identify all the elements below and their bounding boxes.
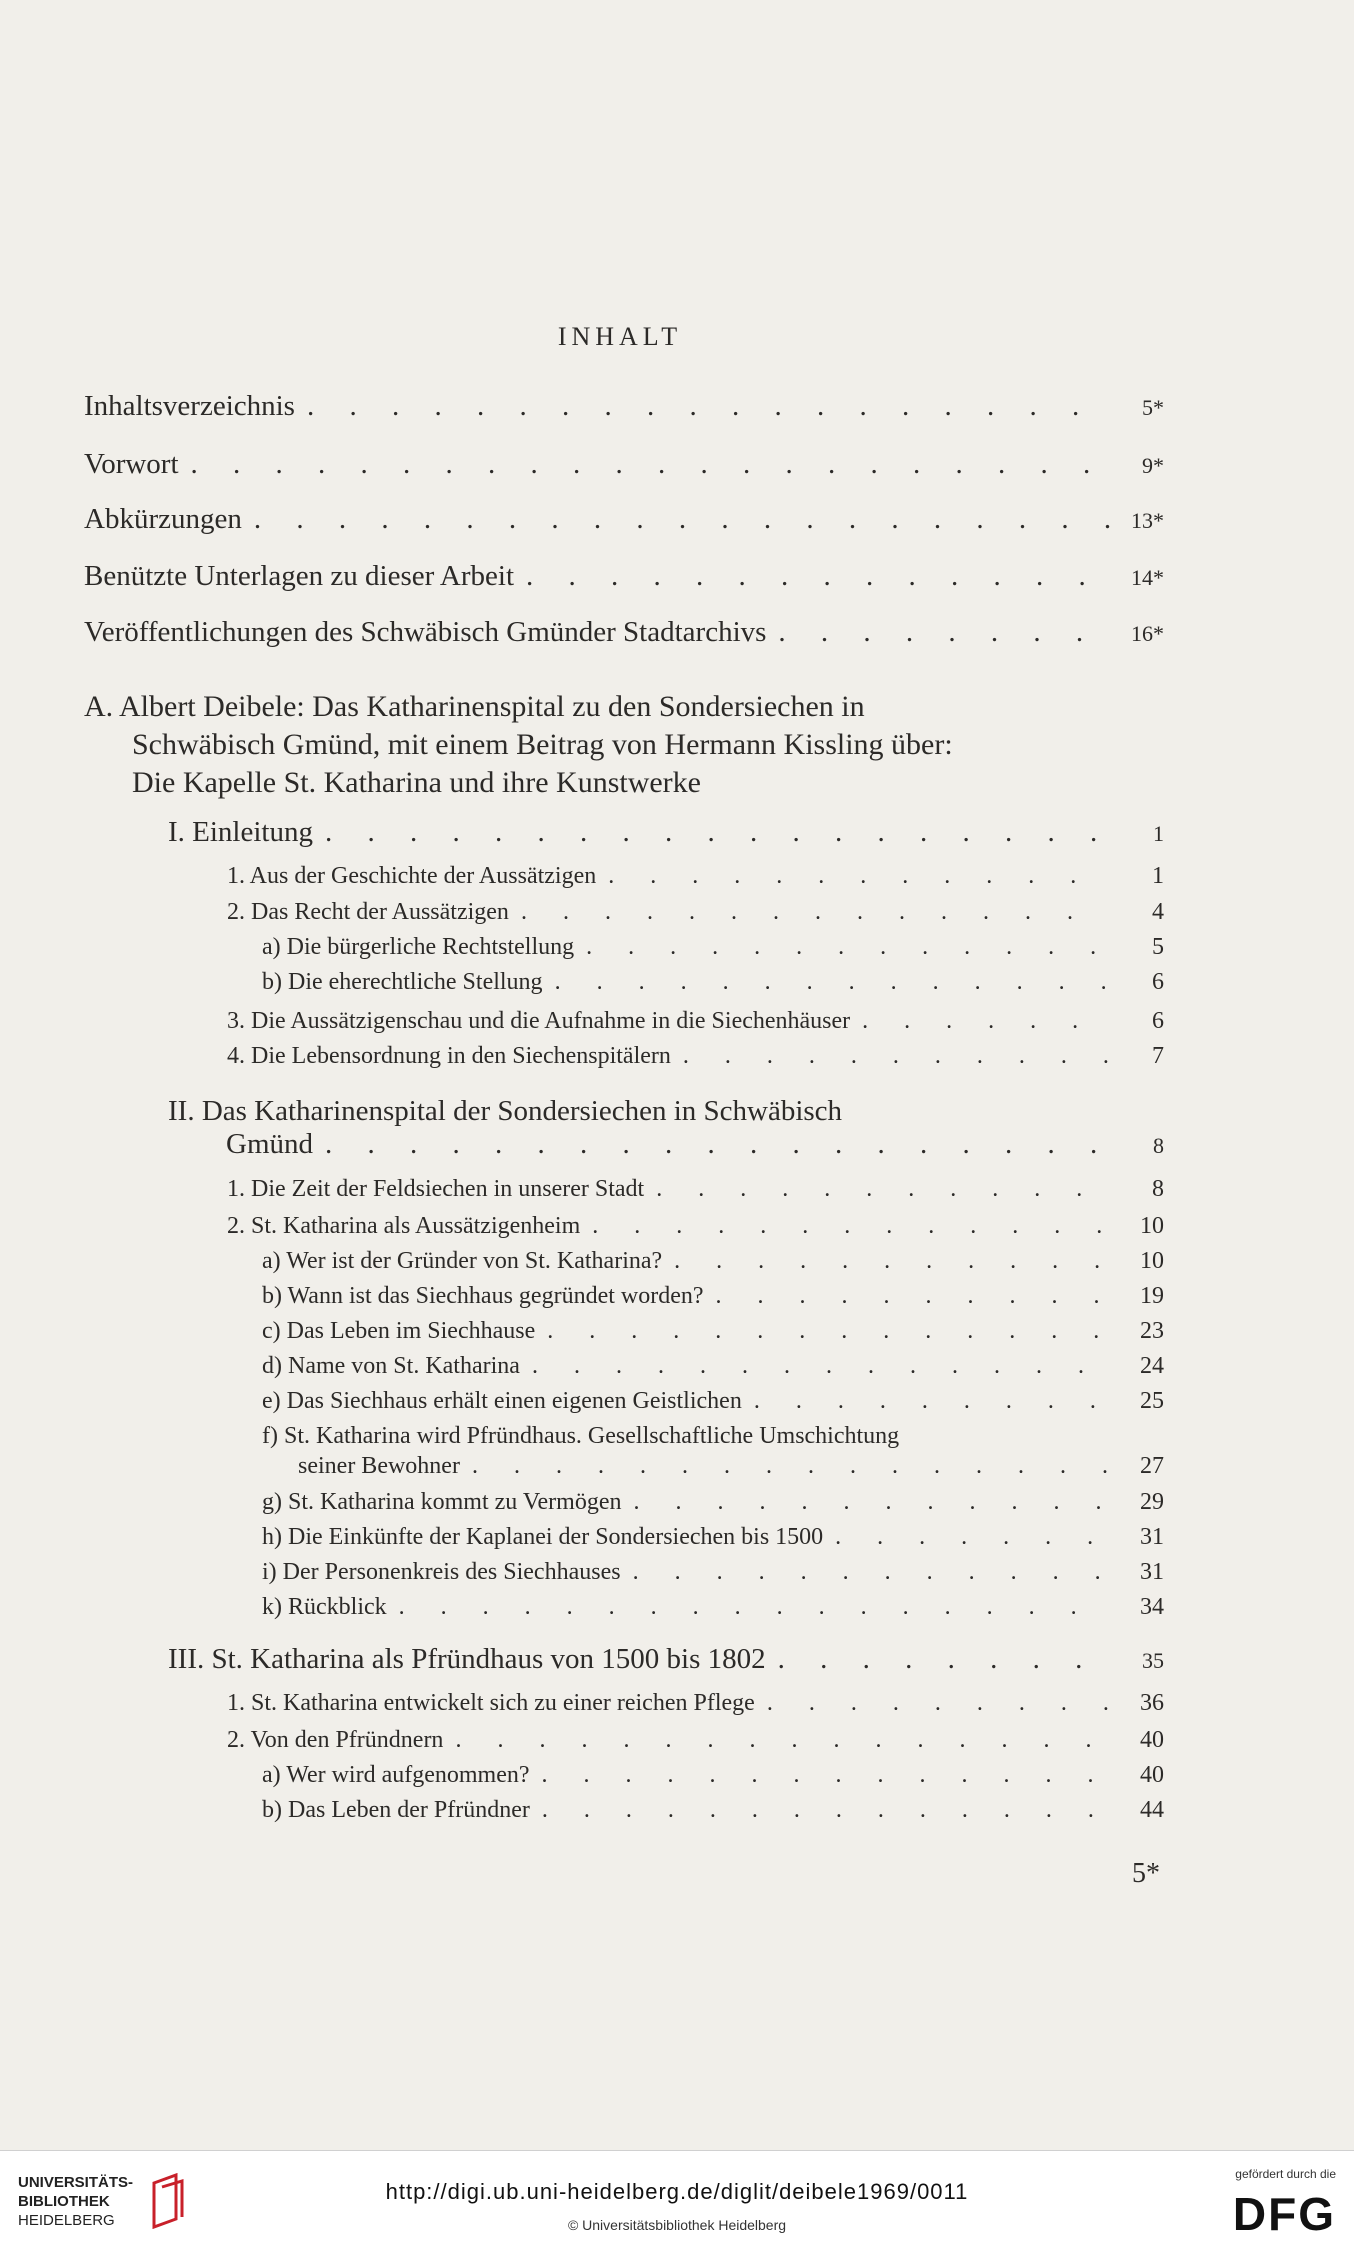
toc-entry[interactable]: a) Wer ist der Gründer von St. Katharina? . . . 10 (262, 1248, 1164, 1275)
leader-dots (592, 1213, 1110, 1240)
toc-entry[interactable]: b) Das Leben der Pfründner . . . 44 (262, 1797, 1164, 1824)
toc-entry-line: f) St. Katharina wird Pfründhaus. Gesellschaftliche Umschichtung (262, 1423, 900, 1449)
leader-dots (633, 1489, 1110, 1516)
leader-dots (767, 1690, 1110, 1717)
toc-entry[interactable]: d) Name von St. Katharina . . . 24 (262, 1353, 1164, 1380)
toc-entry[interactable]: Vorwort . . . 9* (84, 448, 1164, 481)
leader-dots (716, 1283, 1110, 1310)
toc-section[interactable]: I. Einleitung . . . 1 (168, 816, 1164, 849)
toc-entry[interactable]: a) Die bürgerliche Rechtstellung . . . 5 (262, 934, 1164, 961)
leader-dots (191, 448, 1110, 481)
leader-dots (455, 1727, 1110, 1754)
toc-entry[interactable]: seiner Bewohner . . . 27 (298, 1453, 1164, 1480)
toc-entry[interactable]: b) Die eherechtliche Stellung . . . 6 (262, 969, 1164, 996)
toc-entry[interactable]: Inhaltsverzeichnis . . . 5* (84, 390, 1164, 423)
leader-dots (862, 1008, 1110, 1035)
toc-entry[interactable]: k) Rückblick . . . 34 (262, 1594, 1164, 1621)
permalink[interactable]: http://digi.ub.uni-heidelberg.de/diglit/deibele1969/0011 (385, 2179, 969, 2204)
toc-section[interactable]: III. St. Katharina als Pfründhaus von 1500 bis 1802 . . . 35 (168, 1643, 1164, 1676)
leader-dots (656, 1176, 1110, 1203)
leader-dots (542, 1762, 1110, 1789)
leader-dots (526, 560, 1110, 593)
toc-entry[interactable]: h) Die Einkünfte der Kaplanei der Sondersiechen bis 1500 . . . 31 (262, 1524, 1164, 1551)
leader-dots (325, 1128, 1110, 1161)
leader-dots (307, 390, 1110, 423)
leader-dots (521, 899, 1110, 926)
part-a-heading: A. Albert Deibele: Das Katharinenspital zu den Sondersiechen in Schwäbisch Gmünd, mit einem Beitrag von Hermann Kissling über: Die Kapelle St. Katharina und ihre Kunstwerke (84, 690, 953, 799)
toc-entry[interactable]: Abkürzungen . . . 13* (84, 503, 1164, 536)
toc-entry[interactable]: b) Wann ist das Siechhaus gegründet worden? . . . 19 (262, 1283, 1164, 1310)
toc-entry[interactable]: 2. St. Katharina als Aussätzigenheim . . . 10 (227, 1213, 1164, 1240)
toc-entry[interactable]: Veröffentlichungen des Schwäbisch Gmünder Stadtarchivs . . . 16* (84, 616, 1164, 649)
toc-entry[interactable]: 2. Von den Pfründnern . . . 40 (227, 1727, 1164, 1754)
leader-dots (674, 1248, 1110, 1275)
page-folio: 5* (1132, 1858, 1160, 1889)
leader-dots (835, 1524, 1110, 1551)
toc-entry[interactable]: e) Das Siechhaus erhält einen eigenen Geistlichen . . . 25 (262, 1388, 1164, 1415)
toc-entry[interactable]: 4. Die Lebensordnung in den Siechenspitälern . . . 7 (227, 1043, 1164, 1070)
leader-dots (778, 616, 1110, 649)
toc-entry[interactable]: g) St. Katharina kommt zu Vermögen . . . 29 (262, 1489, 1164, 1516)
leader-dots (586, 934, 1110, 961)
leader-dots (532, 1353, 1110, 1380)
leader-dots (754, 1388, 1110, 1415)
leader-dots (399, 1594, 1110, 1621)
toc-section-line: II. Das Katharinenspital der Sondersiechen in Schwäbisch (168, 1095, 843, 1127)
dfg-logo: DFG (1232, 2188, 1336, 2240)
leader-dots (254, 503, 1110, 536)
toc-entry[interactable]: c) Das Leben im Siechhause . . . 23 (262, 1318, 1164, 1345)
leader-dots (778, 1643, 1110, 1676)
toc-entry[interactable]: 1. Aus der Geschichte der Aussätzigen . . . 1 (227, 863, 1164, 890)
page-title: INHALT (557, 322, 683, 351)
funding-note: gefördert durch die (1235, 2167, 1336, 2181)
leader-dots (542, 1797, 1110, 1824)
leader-dots (555, 969, 1110, 996)
toc-entry[interactable]: Benützte Unterlagen zu dieser Arbeit . . . 14* (84, 560, 1164, 593)
leader-dots (608, 863, 1110, 890)
copyright-text: © Universitätsbibliothek Heidelberg (567, 2217, 787, 2233)
leader-dots (325, 816, 1110, 849)
toc-entry[interactable]: 1. Die Zeit der Feldsiechen in unserer Stadt . . . 8 (227, 1176, 1164, 1203)
leader-dots (547, 1318, 1110, 1345)
leader-dots (633, 1559, 1110, 1586)
leader-dots (683, 1043, 1110, 1070)
viewer-footer (0, 2150, 1354, 2249)
toc-entry[interactable]: 3. Die Aussätzigenschau und die Aufnahme in die Siechenhäuser . . . 6 (227, 1008, 1164, 1035)
leader-dots (472, 1453, 1110, 1480)
toc-entry[interactable]: 2. Das Recht der Aussätzigen . . . 4 (227, 899, 1164, 926)
toc-entry[interactable]: i) Der Personenkreis des Siechhauses . . . 31 (262, 1559, 1164, 1586)
library-name: UNIVERSITÄTS- BIBLIOTHEK HEIDELBERG (18, 2174, 134, 2229)
toc-entry[interactable]: a) Wer wird aufgenommen? . . . 40 (262, 1762, 1164, 1789)
toc-section[interactable]: Gmünd . . . 8 (226, 1128, 1164, 1161)
toc-entry[interactable]: 1. St. Katharina entwickelt sich zu einer reichen Pflege . . . 36 (227, 1690, 1164, 1717)
